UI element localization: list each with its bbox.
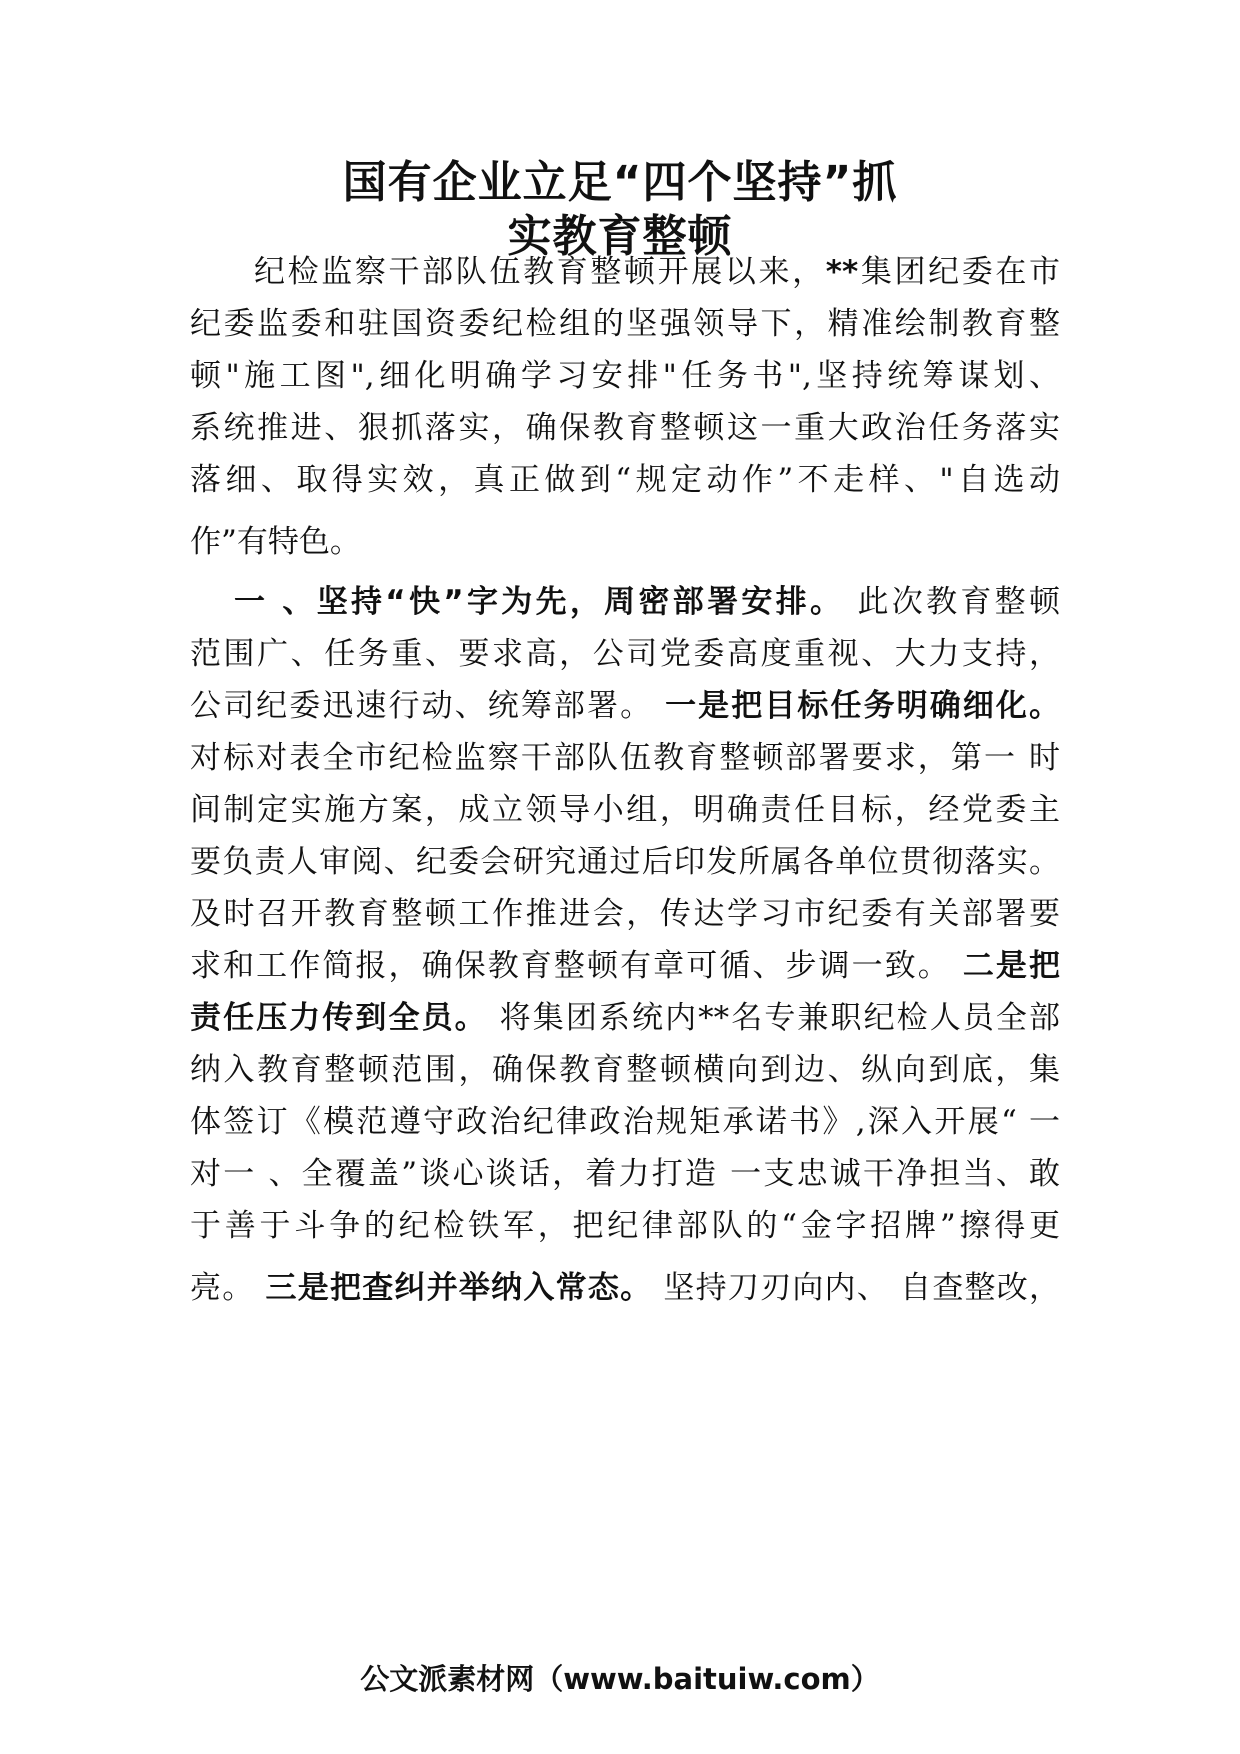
text-line: 对一 、全覆盖”谈心谈话，着力打造 一支忠诚干净担当、敢 (190, 1156, 1060, 1192)
text-line: 系统推进、狠抓落实，确保教育整顿这一重大政治任务落实 (190, 410, 1060, 446)
text-line: 对标对表全市纪检监察干部队伍教育整顿部署要求，第一 时 (190, 740, 1060, 776)
text-run: 公司纪委迅速行动、统筹部署。 (190, 688, 666, 724)
text-line: 范围广、任务重、要求高，公司党委高度重视、大力支持， (190, 636, 1060, 672)
text-line: 于善于斗争的纪检铁军，把纪律部队的“金字招牌”擦得更 (190, 1208, 1060, 1244)
text-line: 及时召开教育整顿工作推进会，传达学习市纪委有关部署要 (190, 896, 1060, 932)
footer-watermark: 公文派素材网（www.baituiw.com） (360, 1662, 880, 1696)
document-title-line-2: 实教育整顿 (507, 211, 733, 262)
text-line: 顿"施工图",细化明确学习安排"任务书",坚持统筹谋划、 (190, 358, 1060, 394)
text-line (190, 686, 1060, 726)
text-line: 纪委监委和驻国资委纪检组的坚强领导下，精准绘制教育整 (190, 306, 1060, 342)
text-line: 落细、取得实效，真正做到“规定动作”不走样、"自选动 (190, 462, 1060, 498)
text-line: 间制定实施方案，成立领导小组，明确责任目标，经党委主 (190, 792, 1060, 828)
text-run: 此次教育整顿 (844, 584, 1060, 620)
text-run: 求和工作简报，确保教育整顿有章可循、步调一致。 (190, 948, 963, 984)
text-line (190, 1268, 1060, 1308)
text-line: 要负责人审阅、纪委会研究通过后印发所属各单位贯彻落实。 (190, 844, 1060, 880)
text-line: 作”有特色。 (190, 524, 361, 560)
text-line: 纳入教育整顿范围，确保教育整顿横向到边、纵向到底，集 (190, 1052, 1060, 1088)
text-line: 体签订《模范遵守政治纪律政治规矩承诺书》,深入开展“ 一 (190, 1104, 1060, 1140)
document-title-line-1: 国有企业立足“四个坚持”抓 (342, 157, 898, 208)
text-line (190, 998, 1060, 1038)
text-run: 亮。 (190, 1270, 266, 1306)
text-run-bold: ** (825, 254, 859, 290)
section-heading: 一 、坚持“快”字为先，周密部署安排。 (234, 584, 845, 620)
text-run-bold: 三是把查纠并举纳入常态。 (265, 1270, 653, 1306)
text-run-bold: 责任压力传到全员。 (190, 1000, 488, 1036)
text-run: 纪检监察干部队伍教育整顿开展以来， (254, 254, 826, 290)
text-run: 集团纪委在市 (858, 254, 1061, 290)
text-line (190, 946, 1060, 986)
text-run: 将集团系统内**名专兼职纪检人员全部 (487, 1000, 1061, 1036)
text-run-bold: 一是把目标任务明确细化。 (665, 688, 1060, 724)
text-line (190, 252, 1060, 292)
text-run-bold: 二是把 (962, 948, 1060, 984)
text-line (190, 582, 1060, 622)
text-run: 坚持刀刃向内、 自查整改， (652, 1270, 1061, 1306)
